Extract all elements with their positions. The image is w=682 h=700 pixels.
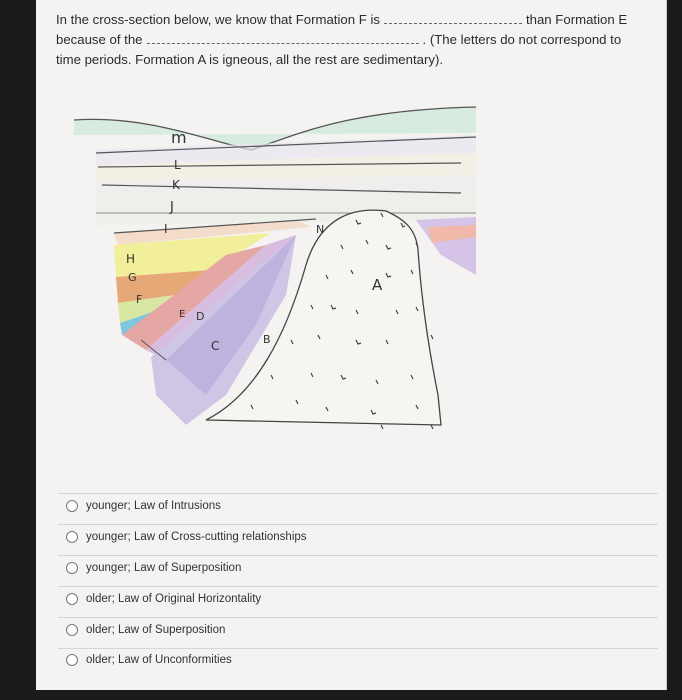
label-d: D [196, 310, 205, 323]
label-f: F [136, 293, 143, 306]
radio-button[interactable] [66, 654, 78, 666]
option-older-original-horizontality[interactable] [66, 593, 261, 605]
divider [58, 493, 658, 494]
label-j: J [170, 200, 174, 215]
answer-blank-2 [147, 31, 419, 44]
divider [58, 524, 658, 525]
question-text [56, 10, 656, 70]
question-line-1-end: than Formation E [525, 12, 628, 27]
question-line-3: time periods. Formation A is igneous, all the rest are sedimentary). [56, 52, 444, 67]
divider [58, 648, 658, 649]
option-label: older; Law of Superposition [86, 624, 226, 636]
radio-button[interactable] [66, 562, 78, 574]
question-page [36, 0, 667, 690]
option-younger-intrusions[interactable] [66, 500, 221, 512]
option-label: older; Law of Original Horizontality [86, 593, 262, 605]
option-older-unconformities[interactable] [66, 654, 232, 666]
option-younger-cross-cutting[interactable] [66, 531, 307, 543]
question-line-2-start: because of the [56, 32, 143, 47]
label-m: m [171, 128, 187, 147]
option-label: older; Law of Unconformities [86, 654, 232, 666]
cross-section-diagram [56, 95, 476, 440]
question-line-1-start: In the cross-section below, we know that Formation F is [56, 12, 380, 27]
label-c: C [211, 339, 220, 353]
option-younger-superposition[interactable] [66, 562, 241, 574]
label-g: G [128, 271, 137, 284]
radio-button[interactable] [66, 593, 78, 605]
radio-button[interactable] [66, 531, 78, 543]
label-e: E [179, 309, 186, 320]
radio-button[interactable] [66, 500, 78, 512]
answer-blank-1 [384, 11, 522, 24]
radio-button[interactable] [66, 624, 78, 636]
divider [58, 586, 658, 587]
label-n: N [316, 223, 325, 236]
divider [58, 617, 658, 618]
option-label: younger; Law of Cross-cutting relationships [86, 531, 307, 543]
option-label: younger; Law of Superposition [86, 562, 242, 574]
divider [58, 555, 658, 556]
question-line-2-end: . (The letters do not correspond to [422, 32, 622, 47]
label-l: L [174, 158, 181, 172]
label-h: H [126, 252, 136, 266]
label-a: A [372, 276, 383, 294]
label-k: K [172, 178, 180, 192]
option-label: younger; Law of Intrusions [86, 500, 221, 512]
label-i: I [164, 222, 168, 236]
label-b: B [263, 333, 271, 346]
option-older-superposition[interactable] [66, 624, 225, 636]
